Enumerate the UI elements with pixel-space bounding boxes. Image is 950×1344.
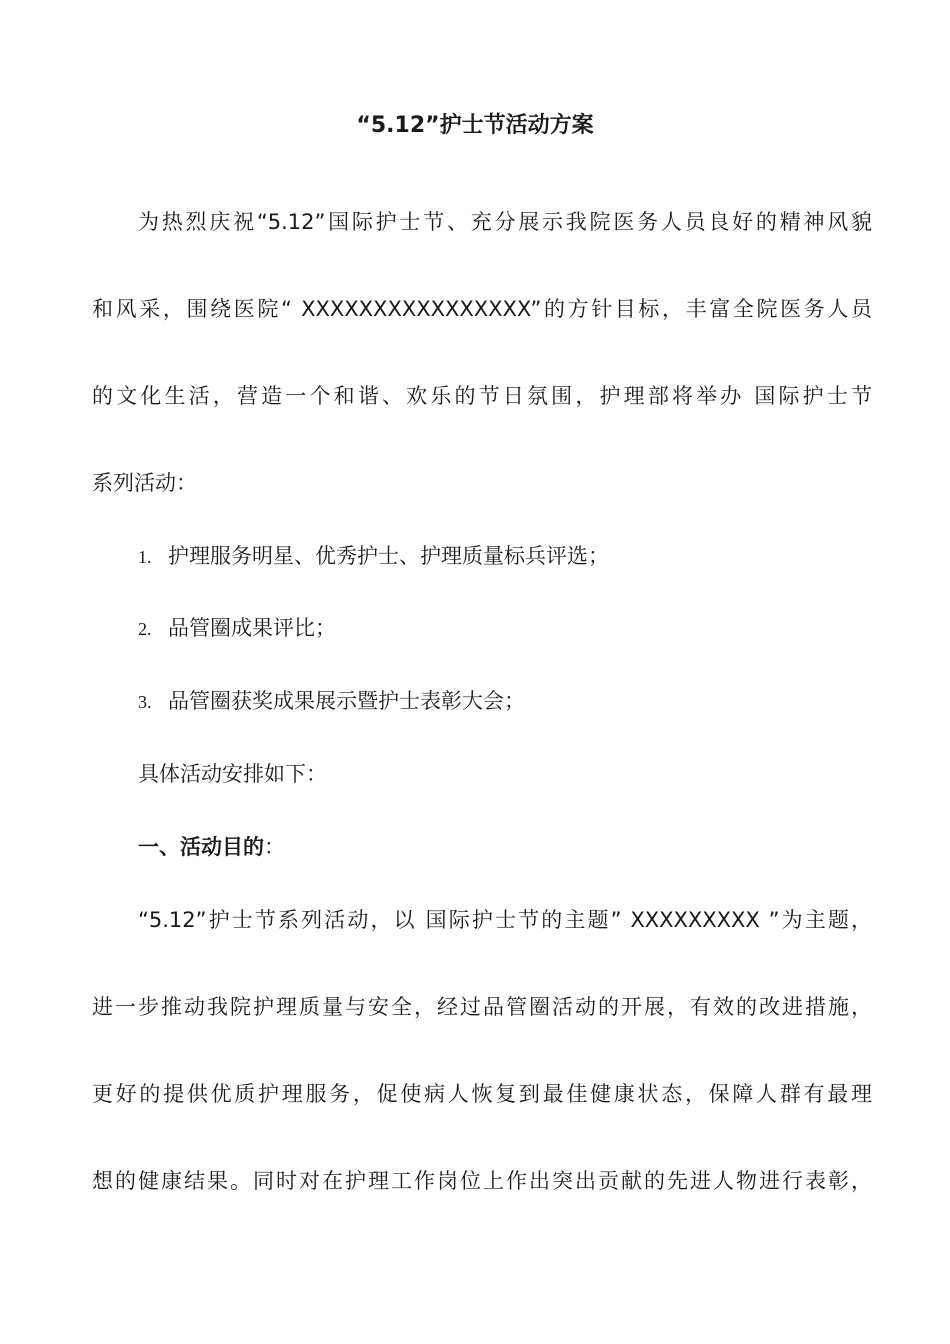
section-one-line-2: 进一步推动我院护理质量与安全，经过品管圈活动的开展，有效的改进措施，	[92, 995, 872, 1019]
activity-number: 3.	[138, 692, 152, 712]
activity-item-3	[138, 687, 525, 716]
section-heading-text: 一、活动目的	[138, 835, 264, 859]
section-heading-colon: ：	[264, 835, 285, 859]
activity-number: 2.	[138, 619, 152, 639]
activity-item-1	[138, 542, 609, 571]
intro-line-3: 的文化生活，营造一个和谐、欢乐的节日氛围，护理部将举办 国际护士节	[92, 384, 872, 408]
intro-line-1: 为热烈庆祝“5.12”国际护士节、充分展示我院医务人员良好的精神风貌	[138, 210, 872, 234]
activity-text: 护理服务明星、优秀护士、护理质量标兵评选；	[168, 544, 609, 568]
section-one-line-1: “5.12”护士节系列活动，以 国际护士节的主题” XXXXXXXXX ”为主题，	[138, 908, 872, 932]
activity-text: 品管圈获奖成果展示暨护士表彰大会；	[168, 689, 525, 713]
intro-line-2: 和风采，围绕医院“ XXXXXXXXXXXXXXXX”的方针目标，丰富全院医务人员	[92, 297, 872, 321]
document-title: “5.12”护士节活动方案	[356, 113, 594, 138]
arrangement-intro: 具体活动安排如下：	[138, 762, 327, 786]
activity-item-2	[138, 614, 336, 643]
intro-line-4: 系列活动：	[92, 471, 197, 495]
activity-number: 1.	[138, 547, 152, 567]
section-one-line-4: 想的健康结果。同时对在护理工作岗位上作出突出贡献的先进人物进行表彰，	[92, 1169, 872, 1193]
section-one-heading	[138, 833, 285, 861]
activity-text: 品管圈成果评比；	[168, 616, 336, 640]
section-one-line-3: 更好的提供优质护理服务，促使病人恢复到最佳健康状态，保障人群有最理	[92, 1082, 872, 1106]
